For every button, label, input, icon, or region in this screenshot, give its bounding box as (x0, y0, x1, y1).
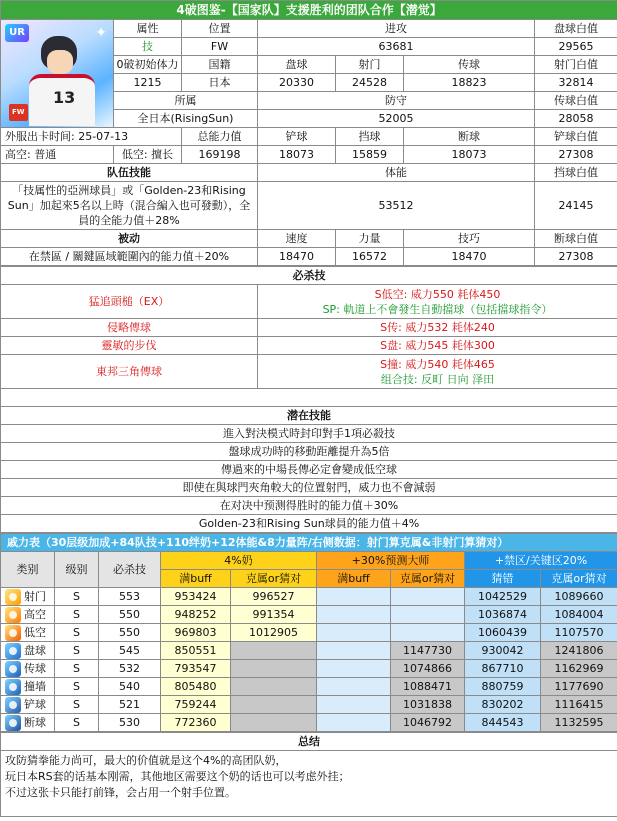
row-level: S (55, 714, 99, 732)
header-dribble-white: 盘球白值 (535, 20, 617, 38)
summary-text (1, 751, 617, 817)
latent-item-2: 盤球成功時的移動距離提升為5倍 (1, 443, 617, 461)
cell-full-buff: 953424 (161, 588, 231, 606)
cell-zone-wrong: 1060439 (465, 624, 541, 642)
sub-counter-2: 克属or猜对 (391, 570, 465, 588)
cell-zone-wrong: 880759 (465, 678, 541, 696)
cell-full-buff: 759244 (161, 696, 231, 714)
sub-counter-1: 克属or猜对 (231, 570, 317, 588)
header-pass: 传球 (404, 56, 535, 74)
cell-full-buff: 850551 (161, 642, 231, 660)
cell-zone-counter: 1116415 (541, 696, 617, 714)
cell-counter (231, 714, 317, 732)
header-predict-master: +30%预测大师 (317, 552, 465, 570)
cell-counter (231, 696, 317, 714)
shoot-icon (5, 589, 21, 605)
info-table (0, 0, 617, 266)
summary-line-1: 攻防猜拳能力尚可，最大的价值就是这个4%的高团队奶， (5, 754, 287, 767)
value-dribble: 20330 (258, 74, 336, 92)
header-body: 体能 (258, 164, 535, 182)
latent-title: 潜在技能 (1, 407, 617, 425)
cell-predict-full (317, 660, 391, 678)
row-skill: 521 (99, 696, 161, 714)
cell-predict-full (317, 678, 391, 696)
cell-predict-counter: 1074866 (391, 660, 465, 678)
header-team: 所属 (114, 92, 258, 110)
row-level: S (55, 642, 99, 660)
header-tackle: 铲球 (258, 128, 336, 146)
row-category-label: 断球 (24, 715, 46, 729)
header-offense: 进攻 (258, 20, 535, 38)
power-row (1, 696, 617, 714)
latent-item-4: 即使在與球門夾角較大的位置射門，威力也不會減弱 (1, 479, 617, 497)
power-row (1, 660, 617, 678)
header-attr: 属性 (114, 20, 182, 38)
row-skill: 530 (99, 714, 161, 732)
cell-predict-full (317, 624, 391, 642)
header-nation: 国籍 (182, 56, 258, 74)
cell-zone-counter: 1162969 (541, 660, 617, 678)
cell-counter (231, 642, 317, 660)
row-category-label: 低空 (24, 625, 46, 639)
header-speed: 速度 (258, 230, 336, 248)
header-dribble: 盘球 (258, 56, 336, 74)
page-title: 4破图鉴-【国家队】支援胜利的团队合作【潜觉】 (1, 1, 617, 20)
header-defense: 防守 (258, 92, 535, 110)
cell-full-buff: 793547 (161, 660, 231, 678)
cell-zone-counter: 1241806 (541, 642, 617, 660)
cell-full-buff: 805480 (161, 678, 231, 696)
team-skill-text: 「技属性的亞洲球員」或「Golden-23和Rising Sun」加起來5名以上時（混合編入也可發動），全員的全能力值＋28% (1, 182, 258, 230)
row-category (1, 624, 55, 642)
cell-counter (231, 678, 317, 696)
header-passive: 被动 (1, 230, 258, 248)
row-category-label: 传球 (24, 661, 46, 675)
value-nation: 日本 (182, 74, 258, 92)
cell-predict-counter: 1088471 (391, 678, 465, 696)
header-skill-power: 必杀技 (99, 552, 161, 588)
cell-predict-full (317, 588, 391, 606)
cell-predict-full (317, 642, 391, 660)
row-level: S (55, 696, 99, 714)
power-rows (1, 588, 617, 732)
row-category (1, 696, 55, 714)
cell-counter: 991354 (231, 606, 317, 624)
header-intercept: 断球 (404, 128, 535, 146)
row-category (1, 606, 55, 624)
summary-line-3: 不过这张卡只能打前锋，会占用一个射手位置。 (5, 786, 236, 799)
cell-zone-counter: 1177690 (541, 678, 617, 696)
cell-zone-wrong: 930042 (465, 642, 541, 660)
header-stamina: 0破初始体力 (114, 56, 182, 74)
header-power: 力量 (336, 230, 404, 248)
cell-zone-counter: 1132595 (541, 714, 617, 732)
dribble-icon (5, 643, 21, 659)
sub-counter-3: 克属or猜对 (541, 570, 617, 588)
release-date: 外服出卡时间: 25-07-13 (1, 128, 182, 146)
cell-zone-wrong: 830202 (465, 696, 541, 714)
header-block-white: 挡球白值 (535, 164, 617, 182)
latent-item-1: 進入對決模式時封印對手1項必殺技 (1, 425, 617, 443)
move-desc-4-line-1: S撞: 威力540 耗体465 (380, 357, 495, 371)
value-body: 53512 (258, 182, 535, 230)
move-desc-4 (258, 355, 617, 389)
value-shoot-white: 32814 (535, 74, 617, 92)
cell-full-buff: 969803 (161, 624, 231, 642)
header-zone-buff: +禁区/关键区20% (465, 552, 617, 570)
move-name-4: 東邦三角傳球 (1, 355, 258, 389)
cell-counter: 996527 (231, 588, 317, 606)
player-face (47, 50, 73, 74)
cell-predict-full (317, 696, 391, 714)
header-total: 总能力值 (182, 128, 258, 146)
row-category (1, 642, 55, 660)
move-desc-3: S盘: 威力545 耗体300 (258, 337, 617, 355)
value-power: 16572 (336, 248, 404, 266)
value-tackle: 18073 (258, 146, 336, 164)
latent-item-5: 在对决中预测得胜时的能力值＋30% (1, 497, 617, 515)
move-desc-1-line-2: SP: 軌道上不會發生自動擋球（包括擋球指令） (322, 302, 553, 316)
header-block: 挡球 (336, 128, 404, 146)
value-tackle-white: 27308 (535, 146, 617, 164)
value-speed: 18470 (258, 248, 336, 266)
row-level: S (55, 660, 99, 678)
cell-zone-wrong: 1042529 (465, 588, 541, 606)
cell-full-buff: 772360 (161, 714, 231, 732)
row-level: S (55, 624, 99, 642)
header-position: 位置 (182, 20, 258, 38)
row-category-label: 盘球 (24, 643, 46, 657)
cell-predict-counter: 1147730 (391, 642, 465, 660)
row-category (1, 678, 55, 696)
header-shoot-white: 射门白值 (535, 56, 617, 74)
value-team: 全日本(RisingSun) (114, 110, 258, 128)
value-intercept-white: 27308 (535, 248, 617, 266)
move-name-3: 靈敏的步伐 (1, 337, 258, 355)
value-pass-white: 28058 (535, 110, 617, 128)
row-level: S (55, 588, 99, 606)
cell-zone-wrong: 1036874 (465, 606, 541, 624)
passive-text: 在禁區 / 關鍵區域範圍內的能力值＋20% (1, 248, 258, 266)
row-skill: 550 (99, 606, 161, 624)
header-category: 类别 (1, 552, 55, 588)
card-portrait (1, 20, 114, 128)
value-total: 169198 (182, 146, 258, 164)
rarity-badge: UR (5, 24, 29, 42)
move-desc-1-line-1: S低空: 威力550 耗体450 (374, 287, 501, 301)
cell-predict-full (317, 714, 391, 732)
power-table (0, 533, 617, 732)
cell-zone-counter: 1084004 (541, 606, 617, 624)
value-technique: 18470 (404, 248, 535, 266)
row-category-label: 铲球 (24, 697, 46, 711)
summary-title: 总结 (1, 733, 617, 751)
spacer-row (1, 389, 617, 407)
value-shoot: 24528 (336, 74, 404, 92)
value-intercept: 18073 (404, 146, 535, 164)
row-category-label: 撞墙 (24, 679, 46, 693)
jersey-number: 13 (53, 88, 76, 107)
special-moves-title: 必杀技 (1, 267, 617, 285)
value-dribble-white: 29565 (535, 38, 617, 56)
value-pass: 18823 (404, 74, 535, 92)
power-row (1, 642, 617, 660)
header-level: 级别 (55, 552, 99, 588)
row-level: S (55, 606, 99, 624)
row-skill: 553 (99, 588, 161, 606)
header-technique: 技巧 (404, 230, 535, 248)
summary-table (0, 732, 617, 817)
cell-zone-counter: 1107570 (541, 624, 617, 642)
pass-icon (5, 661, 21, 677)
row-skill: 545 (99, 642, 161, 660)
row-skill: 540 (99, 678, 161, 696)
volley-icon (5, 625, 21, 641)
row-category (1, 660, 55, 678)
header-icon (5, 607, 21, 623)
power-row (1, 678, 617, 696)
power-row (1, 606, 617, 624)
row-level: S (55, 678, 99, 696)
move-desc-4-line-2: 组合技: 反町 日向 泽田 (380, 372, 495, 386)
cell-zone-wrong: 867710 (465, 660, 541, 678)
move-name-2: 侵略傳球 (1, 319, 258, 337)
row-category (1, 714, 55, 732)
header-team-skill: 队伍技能 (1, 164, 258, 182)
value-stamina: 1215 (114, 74, 182, 92)
cell-predict-counter: 1031838 (391, 696, 465, 714)
cell-counter (231, 660, 317, 678)
move-desc-1 (258, 285, 617, 319)
header-4pct-buff: 4%奶 (161, 552, 317, 570)
row-category (1, 588, 55, 606)
aerial-low: 低空: 擅长 (114, 146, 182, 164)
cell-predict-counter (391, 624, 465, 642)
value-attr: 技 (114, 38, 182, 56)
header-tackle-white: 铲球白值 (535, 128, 617, 146)
power-row (1, 714, 617, 732)
row-category-label: 射门 (24, 589, 46, 603)
star-icon: ✦ (95, 25, 107, 41)
value-defense: 52005 (258, 110, 535, 128)
cell-predict-full (317, 606, 391, 624)
power-table-title: 戚力表（30层级加成+84队技+110绊奶+12体能&8力量阵/右侧数据：射门算克属&非射门算猜对） (1, 534, 617, 552)
sub-full-buff-1: 满buff (161, 570, 231, 588)
header-pass-white: 传球白值 (535, 92, 617, 110)
value-block: 15859 (336, 146, 404, 164)
intercept-icon (5, 715, 21, 731)
value-offense: 63681 (258, 38, 535, 56)
cell-predict-counter: 1046792 (391, 714, 465, 732)
latent-item-3: 傳過來的中場長傳必定會變成低空球 (1, 461, 617, 479)
row-category-label: 高空 (24, 607, 46, 621)
value-block-white: 24145 (535, 182, 617, 230)
cell-counter: 1012905 (231, 624, 317, 642)
power-row (1, 624, 617, 642)
tackle-icon (5, 697, 21, 713)
sub-full-buff-2: 满buff (317, 570, 391, 588)
latent-item-6: Golden-23和Rising Sun球員的能力值＋4% (1, 515, 617, 533)
move-desc-2: S传: 威力532 耗体240 (258, 319, 617, 337)
aerial-high: 高空: 普通 (1, 146, 114, 164)
sub-wrong-guess: 猜错 (465, 570, 541, 588)
cell-predict-counter (391, 606, 465, 624)
cell-full-buff: 948252 (161, 606, 231, 624)
position-tag: FW (9, 104, 28, 121)
header-intercept-white: 断球白值 (535, 230, 617, 248)
power-row (1, 588, 617, 606)
summary-line-2: 玩日本RS套的话基本刚需，其他地区需要这个奶的话也可以考虑外挂； (5, 770, 350, 783)
cell-zone-counter: 1089660 (541, 588, 617, 606)
move-name-1: 猛追頭槌（EX） (1, 285, 258, 319)
row-skill: 550 (99, 624, 161, 642)
block-icon (5, 679, 21, 695)
header-shoot: 射门 (336, 56, 404, 74)
card-art (1, 20, 113, 127)
cell-predict-counter (391, 588, 465, 606)
cell-zone-wrong: 844543 (465, 714, 541, 732)
special-moves-table (0, 266, 617, 533)
value-position: FW (182, 38, 258, 56)
row-skill: 532 (99, 660, 161, 678)
